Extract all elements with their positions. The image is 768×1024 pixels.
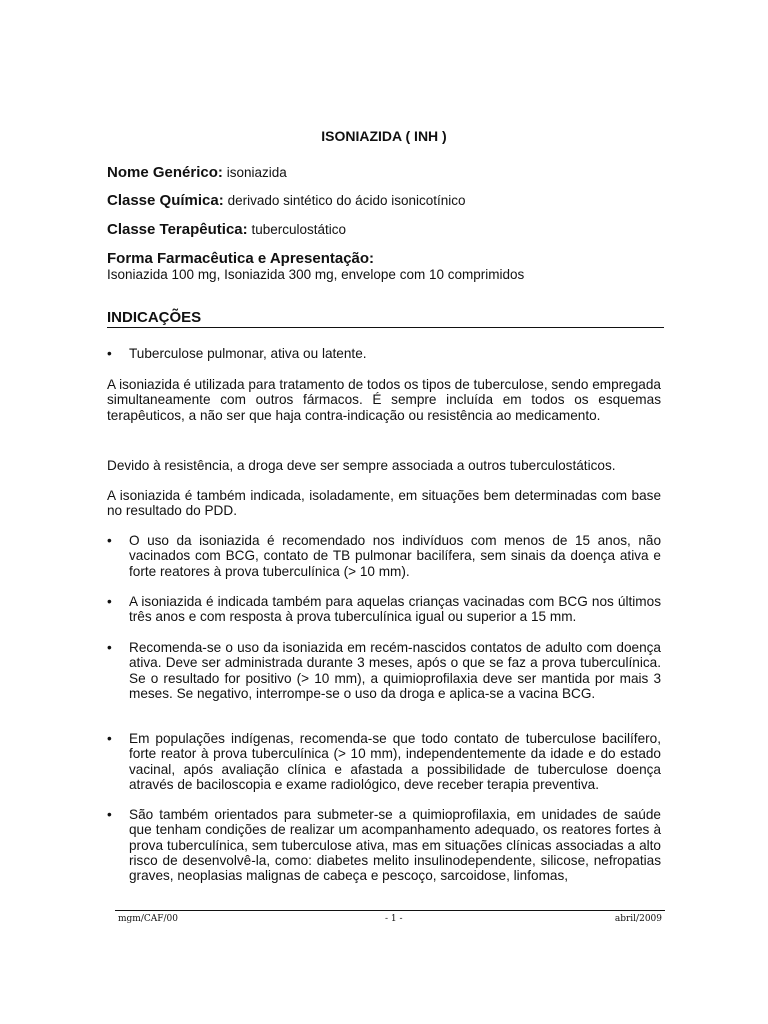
list-item-text: Tuberculose pulmonar, ativa ou latente. bbox=[129, 346, 367, 361]
field-label: Forma Farmacêutica e Apresentação: bbox=[107, 250, 375, 267]
list-item-text: São também orientados para submeter-se a quimioprofilaxia, em unidades de saúde que tenham condições de realizar um acompanhamento adequado, os reatores fortes à prova tuberculínica, sem tuberculose ativa, mas em situações clínicas associadas a alto risco de desenvolvê-la, como: diabetes melito insulinodependente, silicose, nefropatias graves, neoplasias malignas de cabeça e pescoço, sarcoidose, linfomas, bbox=[129, 807, 661, 884]
list-item bbox=[107, 533, 661, 579]
paragraph: A isoniazida é também indicada, isoladamente, em situações bem determinadas com base no resultado do PDD. bbox=[107, 488, 661, 519]
field-value: Isoniazida 100 mg, Isoniazida 300 mg, envelope com 10 comprimidos bbox=[107, 267, 525, 282]
footer-page-number: - 1 - bbox=[385, 914, 403, 924]
list-item bbox=[107, 346, 661, 361]
field-label: Classe Terapêutica: bbox=[107, 221, 248, 238]
field-value: isoniazida bbox=[226, 165, 287, 180]
document-title: ISONIAZIDA ( INH ) bbox=[321, 128, 447, 144]
list-item bbox=[107, 731, 661, 792]
list-item bbox=[107, 594, 661, 625]
field-nome-generico bbox=[107, 164, 667, 181]
bullet-marker: • bbox=[107, 640, 112, 655]
page-footer bbox=[115, 910, 665, 927]
list-item-text: Em populações indígenas, recomenda-se que todo contato de tuberculose bacilífero, forte reator à prova tuberculínica (> 10 mm), independentemente da idade e do estado vacinal, após avaliação clínica e afastada a possibilidade de tuberculose doença através de baciloscopia e exame radiológico, deve receber terapia preventiva. bbox=[129, 731, 661, 792]
bullet-marker: • bbox=[107, 594, 112, 609]
footer-right: abril/2009 bbox=[614, 914, 662, 924]
bullet-marker: • bbox=[107, 807, 112, 822]
section-heading-indicacoes: INDICAÇÕES bbox=[107, 309, 664, 328]
field-forma-farmaceutica bbox=[107, 250, 667, 283]
bullet-marker: • bbox=[107, 533, 112, 548]
field-value: derivado sintético do ácido isonicotínico bbox=[227, 193, 466, 208]
list-item-text: A isoniazida é indicada também para aquelas crianças vacinadas com BCG nos últimos três anos e com resposta à prova tuberculínica igual ou superior a 15 mm. bbox=[129, 594, 661, 625]
paragraph: Devido à resistência, a droga deve ser sempre associada a outros tuberculostáticos. bbox=[107, 458, 616, 473]
field-label: Nome Genérico: bbox=[107, 164, 223, 181]
list-item-text: O uso da isoniazida é recomendado nos indivíduos com menos de 15 anos, não vacinados com BCG, contato de TB pulmonar bacilífera, sem sinais da doença ativa e forte reatores à prova tuberculínica (> 10 mm). bbox=[129, 533, 661, 579]
bullet-marker: • bbox=[107, 731, 112, 746]
field-classe-terapeutica bbox=[107, 221, 667, 238]
field-value: tuberculostático bbox=[251, 222, 347, 237]
list-item bbox=[107, 640, 661, 701]
footer-left: mgm/CAF/00 bbox=[118, 914, 178, 924]
bullet-marker: • bbox=[107, 346, 112, 361]
paragraph: A isoniazida é utilizada para tratamento de todos os tipos de tuberculose, sendo empregada simultaneamente com outros fármacos. É sempre incluída em todos os esquemas terapêuticos, a não ser que haja contra-indicação ou resistência ao medicamento. bbox=[107, 377, 661, 423]
list-item bbox=[107, 807, 661, 883]
field-classe-quimica bbox=[107, 192, 667, 209]
field-label: Classe Química: bbox=[107, 192, 224, 209]
list-item-text: Recomenda-se o uso da isoniazida em recém-nascidos contatos de adulto com doença ativa. Deve ser administrada durante 3 meses, após o que se faz a prova tuberculínica. Se o resultado for positivo (> 10 mm), a quimioprofilaxia deve ser mantida por mais 3 meses. Se negativo, interrompe-se o uso da droga e aplica-se a vacina BCG. bbox=[129, 640, 661, 701]
